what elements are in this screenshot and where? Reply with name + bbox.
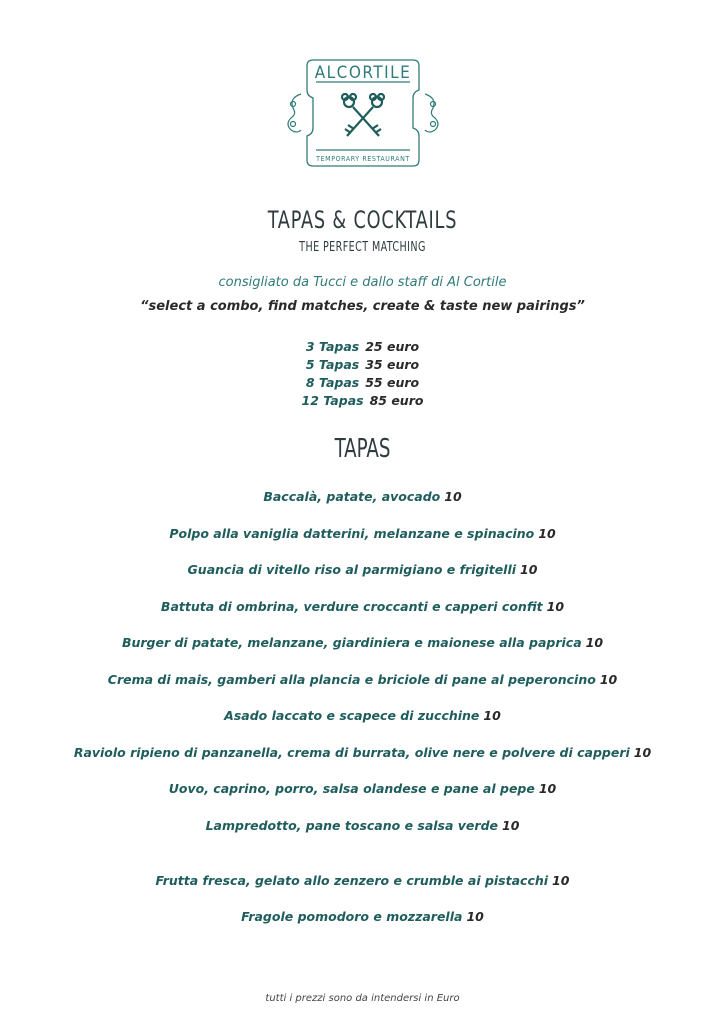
dish-name: Uovo, caprino, porro, salsa olandese e pane al pepe <box>168 781 535 796</box>
dish-name: Asado laccato e scapece di zucchine <box>224 708 480 723</box>
price-footnote: tutti i prezzi sono da intendersi in Euro <box>265 993 460 1004</box>
scroll-ornament-icon <box>288 94 438 132</box>
section-title: TAPAS <box>334 434 391 464</box>
page-subtitle: THE PERFECT MATCHING <box>299 240 426 255</box>
dish-price: 10 <box>502 818 520 833</box>
combo-item <box>0 356 725 374</box>
recommendation-note: consigliato da Tucci e dallo staff di Al Cortile <box>218 275 507 290</box>
dish-item <box>0 873 725 888</box>
combo-label: 8 Tapas <box>305 375 360 390</box>
dish-item <box>0 489 725 504</box>
combo-price: 35 euro <box>365 357 420 372</box>
dish-item <box>0 526 725 541</box>
combo-item <box>0 338 725 356</box>
dish-price: 10 <box>546 599 565 614</box>
dish-item <box>0 745 725 760</box>
combo-price: 85 euro <box>369 393 424 408</box>
combo-label: 5 Tapas <box>305 357 360 372</box>
dish-price: 10 <box>585 635 604 650</box>
dish-item <box>0 708 725 723</box>
dish-price: 10 <box>520 562 538 577</box>
tagline: “select a combo, find matches, create & taste new pairings” <box>140 299 585 314</box>
dish-item <box>0 818 725 833</box>
dish-item <box>0 562 725 577</box>
dish-name: Lampredotto, pane toscano e salsa verde <box>205 818 498 833</box>
dish-name: Battuta di ombrina, verdure croccanti e capperi confit <box>160 599 543 614</box>
dish-price: 10 <box>444 489 462 504</box>
combo-price: 55 euro <box>365 375 420 390</box>
logo-name: ALCORTILE <box>314 63 412 83</box>
dish-price: 10 <box>538 526 556 541</box>
dish-name: Burger di patate, melanzane, giardiniera e maionese alla paprica <box>121 635 582 650</box>
combo-list <box>0 338 725 410</box>
combo-label: 3 Tapas <box>305 339 360 354</box>
crossed-keys-icon <box>342 94 384 136</box>
logo-tagline: TEMPORARY RESTAURANT <box>316 155 410 163</box>
restaurant-logo <box>283 54 443 172</box>
dish-price: 10 <box>552 873 570 888</box>
combo-item <box>0 392 725 410</box>
dish-item <box>0 909 725 924</box>
dish-price: 10 <box>538 781 557 796</box>
combo-label: 12 Tapas <box>301 393 364 408</box>
combo-item <box>0 374 725 392</box>
combo-price: 25 euro <box>365 339 420 354</box>
dish-name: Fragole pomodoro e mozzarella <box>241 909 463 924</box>
dish-name: Polpo alla vaniglia datterini, melanzane e spinacino <box>169 526 535 541</box>
dish-item <box>0 672 725 687</box>
dish-price: 10 <box>599 672 618 687</box>
dish-name: Baccalà, patate, avocado <box>263 489 441 504</box>
dish-name: Crema di mais, gamberi alla plancia e briciole di pane al peperoncino <box>107 672 596 687</box>
dish-item <box>0 635 725 650</box>
page-title: TAPAS & COCKTAILS <box>267 206 458 234</box>
dish-price: 10 <box>483 708 501 723</box>
dish-item <box>0 599 725 614</box>
dish-item <box>0 781 725 796</box>
dish-name: Raviolo ripieno di panzanella, crema di burrata, olive nere e polvere di capperi <box>73 745 630 760</box>
dish-price: 10 <box>466 909 484 924</box>
dish-name: Guancia di vitello riso al parmigiano e frigitelli <box>187 562 517 577</box>
dish-name: Frutta fresca, gelato allo zenzero e crumble ai pistacchi <box>155 873 549 888</box>
dish-price: 10 <box>633 745 652 760</box>
